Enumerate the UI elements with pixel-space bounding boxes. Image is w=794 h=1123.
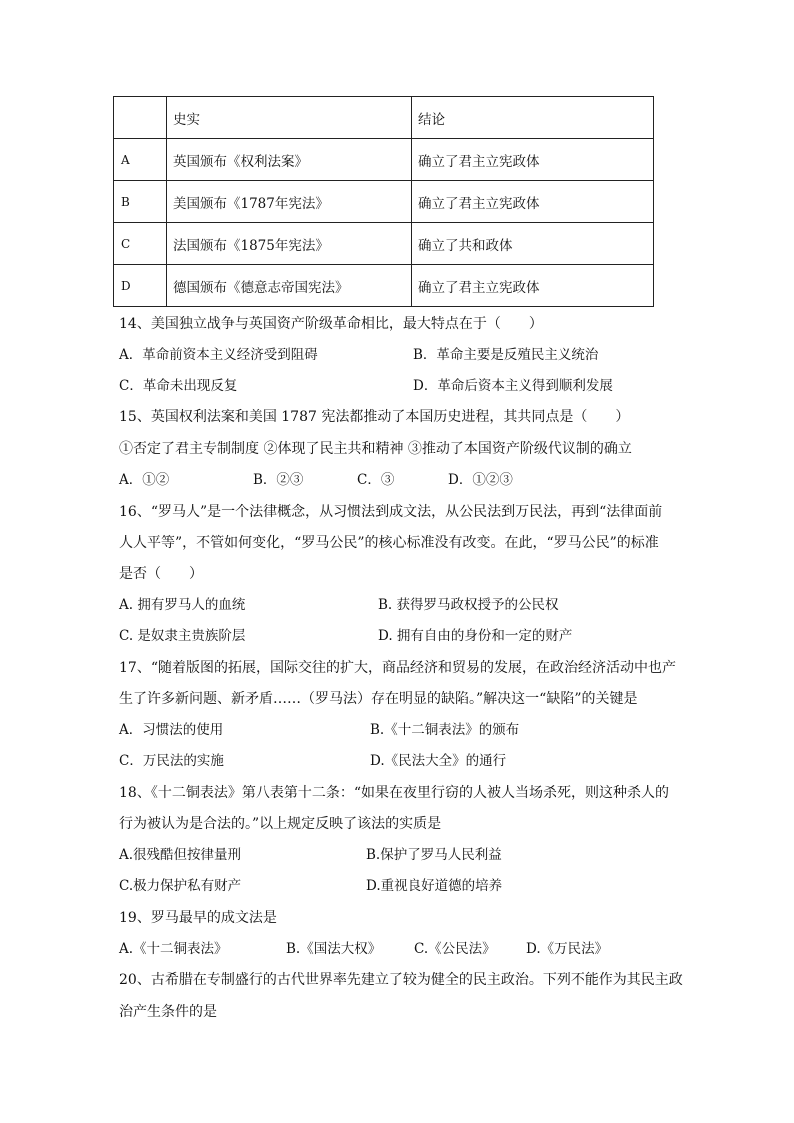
q14-option-d: D．革命后资本主义得到顺利发展 (413, 378, 613, 394)
question-19-stem: 19、罗马最早的成文法是 (119, 910, 277, 926)
q14-option-b: B．革命主要是反殖民主义统治 (413, 347, 599, 363)
table-header-row (114, 97, 654, 139)
q14-option-c: C．革命未出现反复 (119, 378, 238, 394)
q16-option-c: C. 是奴隶主贵族阶层 (119, 628, 246, 644)
table-header-cell (114, 97, 167, 139)
table-cell: 确立了君主立宪政体 (412, 265, 654, 307)
q19-option-d: D.《万民法》 (526, 941, 609, 957)
table-row (114, 265, 654, 307)
question-18-line-1: 18、《十二铜表法》第八表第十二条：“如果在夜里行窃的人被人当场杀死，则这种杀人的 (119, 785, 669, 801)
comparison-table (113, 96, 654, 307)
q15-option-b: B．②③ (253, 472, 304, 488)
question-16-line-3: 是否（ ） (119, 566, 203, 582)
question-20-line-2: 治产生条件的是 (119, 1004, 217, 1020)
q18-option-a: A.很残酷但按律量刑 (119, 847, 242, 863)
q19-option-b: B.《国法大权》 (286, 941, 382, 957)
q18-option-c: C.极力保护私有财产 (119, 878, 242, 894)
q16-option-a: A. 拥有罗马人的血统 (119, 597, 246, 613)
table-header-cell: 结论 (412, 97, 654, 139)
table-cell: D (114, 265, 167, 307)
table-cell: 确立了君主立宪政体 (412, 181, 654, 223)
table-cell: 英国颁布《权利法案》 (167, 139, 412, 181)
q17-option-c: C．万民法的实施 (119, 753, 224, 769)
q17-option-b: B.《十二铜表法》的颁布 (370, 722, 520, 738)
q19-option-c: C.《公民法》 (414, 941, 496, 957)
table-cell: B (114, 181, 167, 223)
table-cell: 法国颁布《1875年宪法》 (167, 223, 412, 265)
q16-option-d: D. 拥有自由的身份和一定的财产 (378, 628, 573, 644)
question-17-line-2: 生了许多新问题、新矛盾……（罗马法）存在明显的缺陷。”解决这一“缺陷”的关键是 (119, 691, 638, 707)
table-cell: A (114, 139, 167, 181)
q15-option-c: C．③ (357, 472, 395, 488)
q17-option-a: A．习惯法的使用 (119, 722, 224, 738)
table-header-cell: 史实 (167, 97, 412, 139)
table-cell: 确立了君主立宪政体 (412, 139, 654, 181)
table-row (114, 139, 654, 181)
question-17-line-1: 17、“随着版图的拓展，国际交往的扩大，商品经济和贸易的发展，在政治经济活动中也产 (119, 660, 676, 676)
table-cell: C (114, 223, 167, 265)
question-20-line-1: 20、古希腊在专制盛行的古代世界率先建立了较为健全的民主政治。下列不能作为其民主政 (119, 972, 683, 988)
question-14-stem: 14、美国独立战争与英国资产阶级革命相比，最大特点在于（ ） (119, 316, 543, 332)
table-row (114, 223, 654, 265)
q18-option-b: B.保护了罗马人民利益 (366, 847, 502, 863)
question-18-line-2: 行为被认为是合法的。”以上规定反映了该法的实质是 (119, 816, 442, 832)
q19-option-a: A.《十二铜表法》 (119, 941, 228, 957)
table-cell: 美国颁布《1787年宪法》 (167, 181, 412, 223)
q15-option-a: A．①② (119, 472, 170, 488)
q14-option-a: A．革命前资本主义经济受到阻碍 (119, 347, 318, 363)
q17-option-d: D.《民法大全》的通行 (370, 753, 507, 769)
table-cell: 德国颁布《德意志帝国宪法》 (167, 265, 412, 307)
q15-statements: ①否定了君主专制制度 ②体现了民主共和精神 ③推动了本国资产阶级代议制的确立 (119, 441, 632, 457)
question-16-line-1: 16、“罗马人”是一个法律概念，从习惯法到成文法，从公民法到万民法，再到“法律面前 (119, 504, 663, 520)
q15-option-d: D．①②③ (448, 472, 513, 488)
table-cell: 确立了共和政体 (412, 223, 654, 265)
question-15-stem: 15、英国权利法案和美国 1787 宪法都推动了本国历史进程，其共同点是（ ） (119, 409, 630, 425)
q16-option-b: B. 获得罗马政权授予的公民权 (378, 597, 559, 613)
question-16-line-2: 人人平等”，不管如何变化，“罗马公民”的核心标准没有改变。在此，“罗马公民”的标准 (119, 535, 659, 551)
table-row (114, 181, 654, 223)
q18-option-d: D.重视良好道德的培养 (366, 878, 503, 894)
